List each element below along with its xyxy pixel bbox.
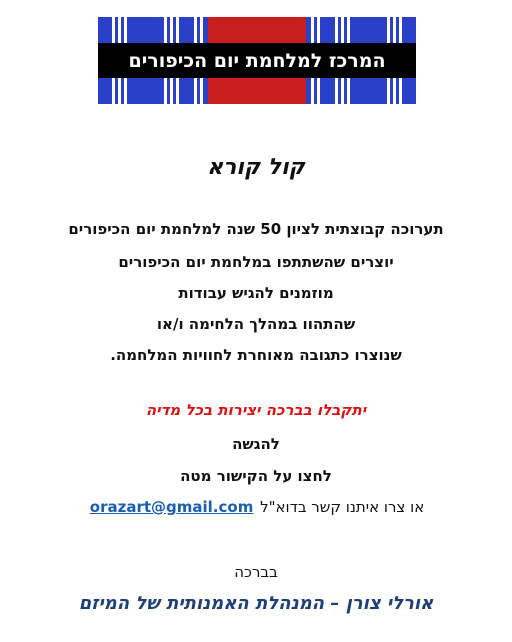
body-line-4: שהתהוו במהלך הלחימה ו/או [156,315,356,333]
body-line-2: יוצרים שהשתתפו במלחמת יום הכיפורים [118,253,394,271]
banner-band [98,43,416,78]
contact-line [0,498,512,516]
ribbon-stripes-bottom [98,78,416,104]
body-line-1: תערוכה קבוצתית לציון 50 שנה למלחמת יום הכיפורים [68,220,444,238]
body-line-3: מוזמנים להגיש עבודות [178,284,334,302]
regards-text: בברכה [234,563,278,581]
banner-title: המרכז למלחמת יום הכיפורים [128,49,386,72]
click-link-instruction: לחצו על הקישור מטה [180,467,332,485]
invite-text: יתקבלו בברכה יצירות בכל מדיה [145,401,367,419]
submit-label: להגשה [232,435,280,453]
signature-text: אורלי צורן – המנהלת האמנותית של המיזם [78,593,434,614]
logo-banner [98,17,416,104]
page-heading: קול קורא [207,155,305,180]
ribbon-stripes-top [98,17,416,43]
email-link[interactable]: orazart@gmail.com [89,498,254,516]
body-line-5: שנוצרו כתגובה מאוחרת לחוויות המלחמה. [110,346,402,364]
contact-prefix: או צרו איתנו קשר בדוא"ל [260,498,425,516]
